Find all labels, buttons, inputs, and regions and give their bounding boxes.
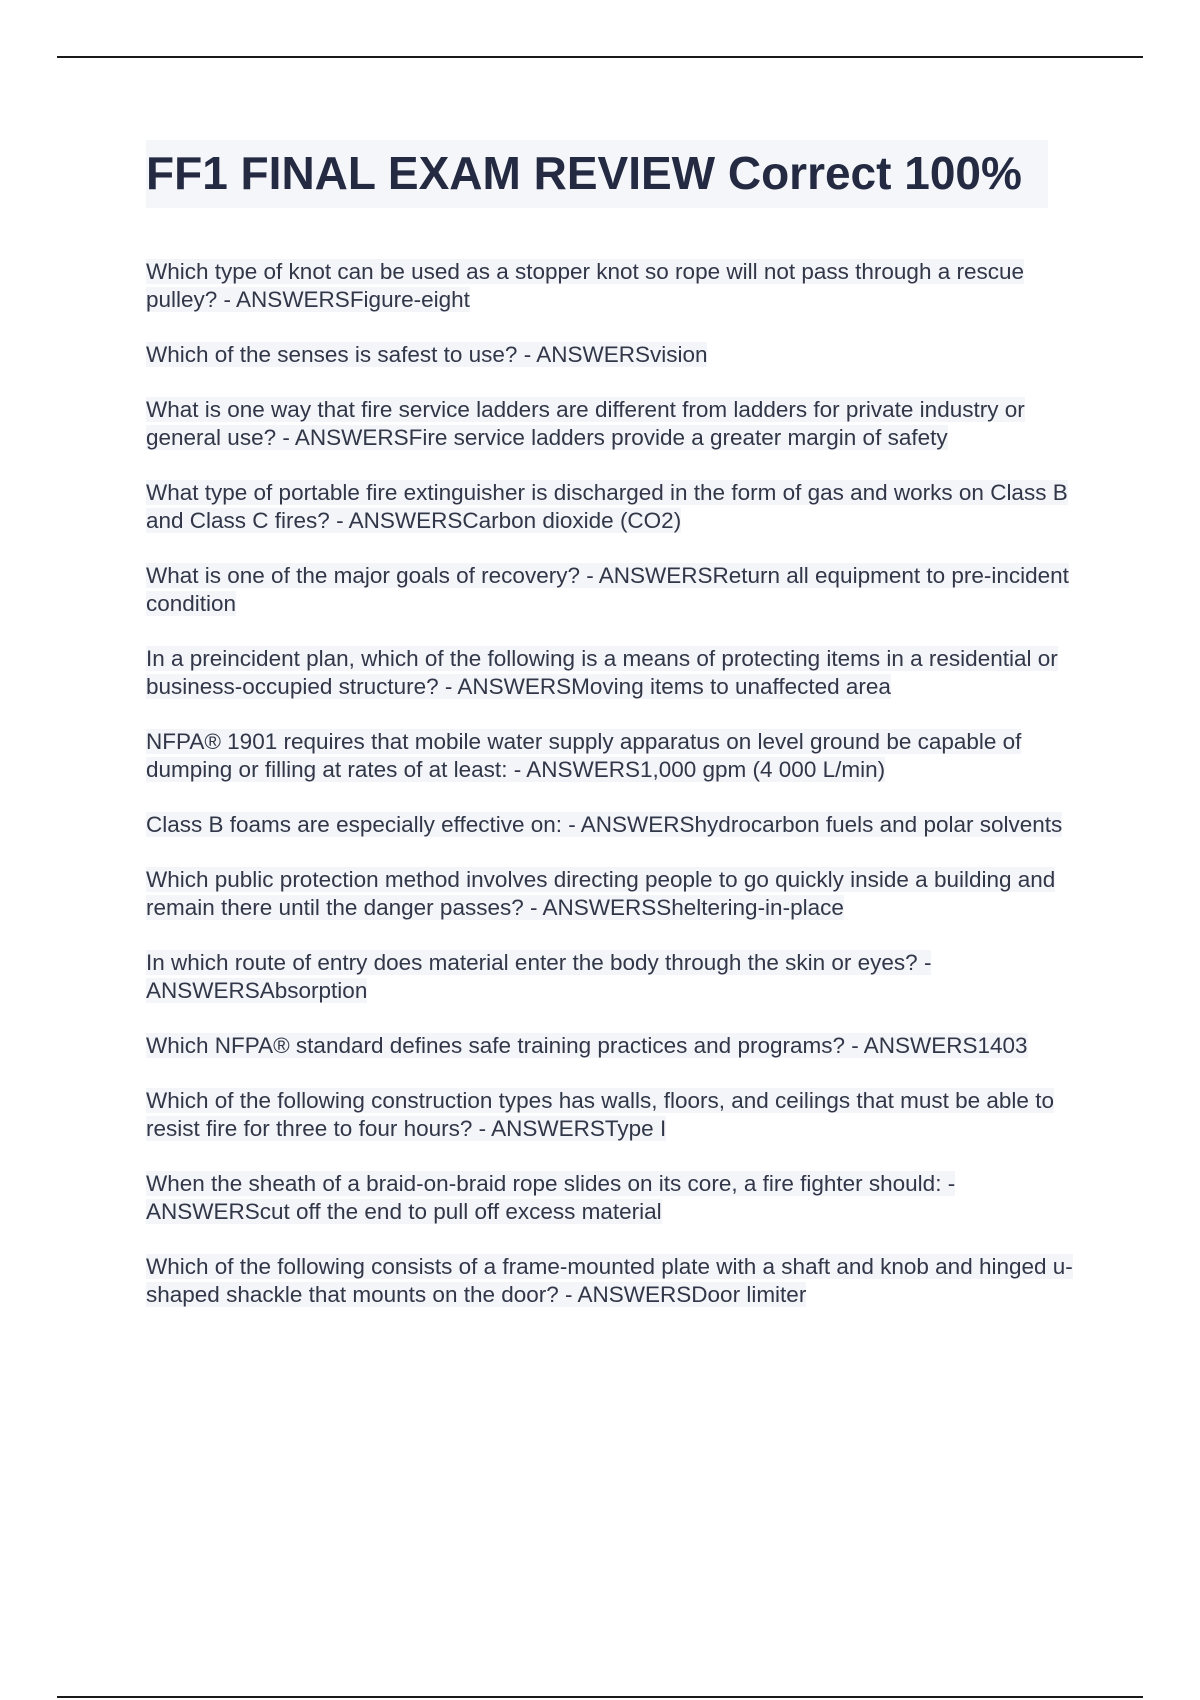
- qa-text: Which of the senses is safest to use? - ANSWERSvision: [146, 342, 708, 368]
- qa-item: [146, 1170, 1094, 1226]
- qa-text: Which type of knot can be used as a stopper knot so rope will not pass through a rescue pulley? - ANSWERSFigure-eight: [146, 259, 1025, 313]
- top-rule: [57, 56, 1143, 58]
- qa-text: What is one of the major goals of recovery? - ANSWERSReturn all equipment to pre-incident condition: [146, 563, 1069, 617]
- qa-text: Which of the following construction types has walls, floors, and ceilings that must be able to resist fire for three to four hours? - ANSWERSType I: [146, 1088, 1054, 1142]
- qa-item: [146, 341, 1094, 369]
- qa-text: In which route of entry does material enter the body through the skin or eyes? - ANSWERSAbsorption: [146, 950, 932, 1004]
- qa-item: [146, 949, 1094, 1005]
- qa-text: Class B foams are especially effective on: - ANSWERShydrocarbon fuels and polar solvents: [146, 812, 1063, 838]
- qa-item: [146, 1032, 1094, 1060]
- qa-item: [146, 645, 1094, 701]
- qa-item: [146, 396, 1094, 452]
- qa-item: [146, 562, 1094, 618]
- qa-item: [146, 1087, 1094, 1143]
- qa-text: In a preincident plan, which of the following is a means of protecting items in a residential or business-occupied structure? - ANSWERSMoving items to unaffected area: [146, 646, 1058, 700]
- qa-text: When the sheath of a braid-on-braid rope slides on its core, a fire fighter should: - ANSWERScut off the end to pull off excess material: [146, 1171, 956, 1225]
- qa-item: [146, 866, 1094, 922]
- qa-item: [146, 811, 1094, 839]
- qa-item: [146, 479, 1094, 535]
- qa-item: [146, 258, 1094, 314]
- document-body: [146, 140, 1094, 1336]
- document-title: FF1 FINAL EXAM REVIEW Correct 100%: [146, 140, 1048, 208]
- qa-text: What type of portable fire extinguisher is discharged in the form of gas and works on Class B and Class C fires? - ANSWERSCarbon dioxide (CO2): [146, 480, 1068, 534]
- qa-text: Which public protection method involves directing people to go quickly inside a building and remain there until the danger passes? - ANSWERSSheltering-in-place: [146, 867, 1056, 921]
- qa-text: Which NFPA® standard defines safe training practices and programs? - ANSWERS1403: [146, 1033, 1028, 1059]
- qa-list: [146, 258, 1094, 1309]
- qa-text: Which of the following consists of a frame-mounted plate with a shaft and knob and hinged u-shaped shackle that mounts on the door? - ANSWERSDoor limiter: [146, 1254, 1073, 1308]
- qa-item: [146, 728, 1094, 784]
- qa-text: What is one way that fire service ladders are different from ladders for private industry or general use? - ANSWERSFire service ladders provide a greater margin of safety: [146, 397, 1025, 451]
- qa-item: [146, 1253, 1094, 1309]
- bottom-rule: [57, 1696, 1143, 1698]
- qa-text: NFPA® 1901 requires that mobile water supply apparatus on level ground be capable of dumping or filling at rates of at least: - ANSWERS1,000 gpm (4 000 L/min): [146, 729, 1022, 783]
